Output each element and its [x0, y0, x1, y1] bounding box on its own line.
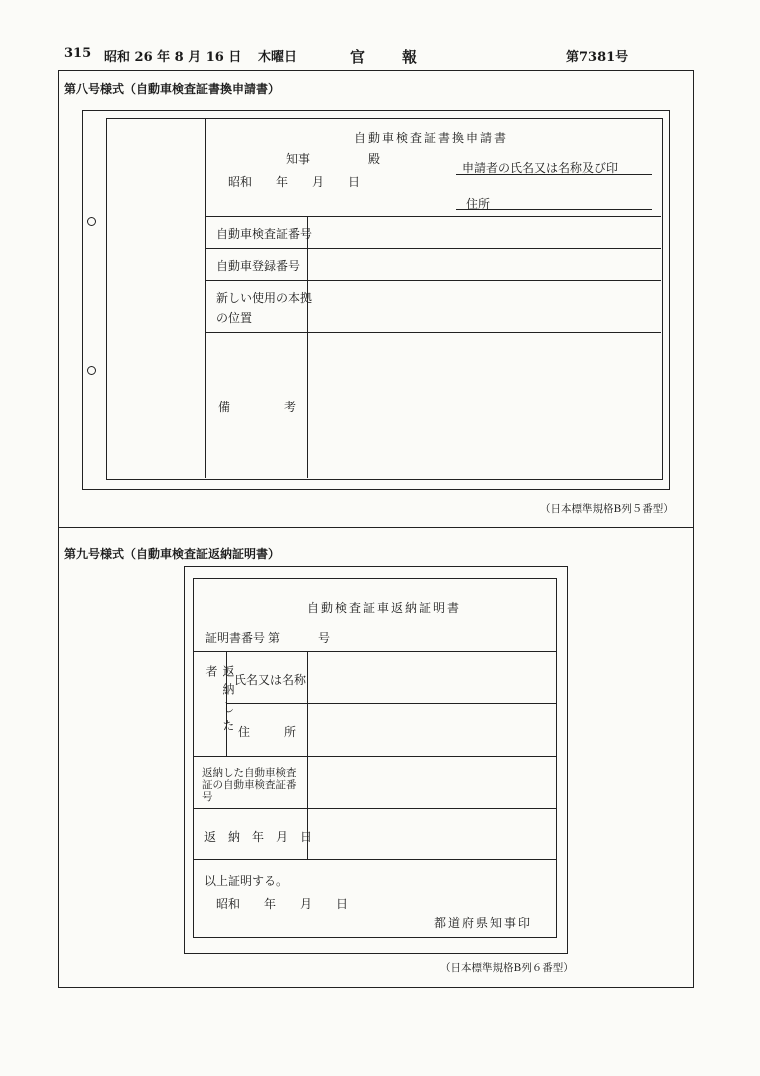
returner-name-field[interactable] [308, 652, 555, 702]
form9-row-rule [193, 859, 556, 860]
binding-hole-icon [87, 366, 96, 375]
form9-issuer: 都道府県知事印 [434, 916, 533, 930]
form9-cert-no-dai: 第 [268, 631, 281, 645]
form8-date-line: 昭和 年 月 日 [228, 175, 361, 189]
form8-row-base-label-2: の位置 [216, 311, 253, 325]
form8-address-label: 住所 [466, 197, 491, 211]
form9-title: 自動検査証車返納証明書 [307, 601, 462, 615]
base-location-field[interactable] [308, 281, 660, 331]
form8-row-base-label-1: 新しい使用の本拠 [216, 291, 313, 305]
form8-size-note: （日本標準規格B列５番型） [540, 503, 674, 515]
form9-cert-no-go: 号 [318, 631, 331, 645]
applicant-address-line[interactable] [456, 209, 652, 210]
form9-date-line: 昭和 年 月 日 [216, 897, 349, 911]
form9-address-label-b: 所 [284, 725, 297, 739]
gazette-title-kan: 官 [350, 48, 366, 66]
form8-title: 自動車検査証書換申請書 [354, 131, 509, 145]
cert-no-field[interactable] [308, 217, 660, 247]
form9-returned-cert-label-1: 返納した自動車検査 [202, 767, 297, 779]
form8-governor: 知事 [286, 152, 311, 166]
form9-return-date-label: 返 納 年 月 日 [204, 830, 313, 844]
form9-size-note: （日本標準規格B列６番型） [440, 962, 574, 974]
gazette-title-po: 報 [402, 48, 418, 66]
form8-remarks-label-a: 備 [218, 400, 231, 414]
return-date-field[interactable] [308, 809, 555, 858]
issue-number: 第7381号 [566, 50, 629, 65]
binding-hole-icon [87, 217, 96, 226]
applicant-signature-line[interactable] [456, 174, 652, 175]
form9-name-label: 氏名又は名称 [234, 673, 307, 687]
form9-caption: 第九号様式（自動車検査証返納証明書） [64, 547, 281, 561]
form9-cert-no-label: 証明書番号 [205, 631, 266, 645]
form9-address-label-a: 住 [238, 725, 251, 739]
form8-row-reg-no-label: 自動車登録番号 [216, 259, 301, 273]
remarks-field[interactable] [308, 333, 660, 477]
form9-returned-cert-label-2: 証の自動車検査証番 [202, 779, 297, 791]
form8-margin-line [205, 118, 206, 478]
issue-weekday: 木曜日 [258, 50, 298, 65]
form8-remarks-label-b: 考 [284, 400, 297, 414]
form8-honorific: 殿 [368, 152, 381, 166]
returned-cert-no-field[interactable] [308, 757, 555, 807]
form9-certify-text: 以上証明する。 [204, 874, 289, 888]
form9-returner-label: 返納した者 [204, 665, 235, 737]
form8-applicant-label: 申請者の氏名又は名称及び印 [462, 161, 619, 175]
issue-date: 昭和 26 年 8 月 16 日 [104, 50, 242, 65]
form9-returned-cert-label-3: 号 [202, 791, 213, 803]
returner-address-field[interactable] [308, 704, 555, 755]
reg-no-field[interactable] [308, 249, 660, 279]
form8-row-cert-no-label: 自動車検査証番号 [216, 227, 313, 241]
form8-caption: 第八号様式（自動車検査証書換申請書） [64, 82, 281, 96]
page-number: 315 [64, 46, 92, 61]
section-divider [58, 527, 693, 528]
